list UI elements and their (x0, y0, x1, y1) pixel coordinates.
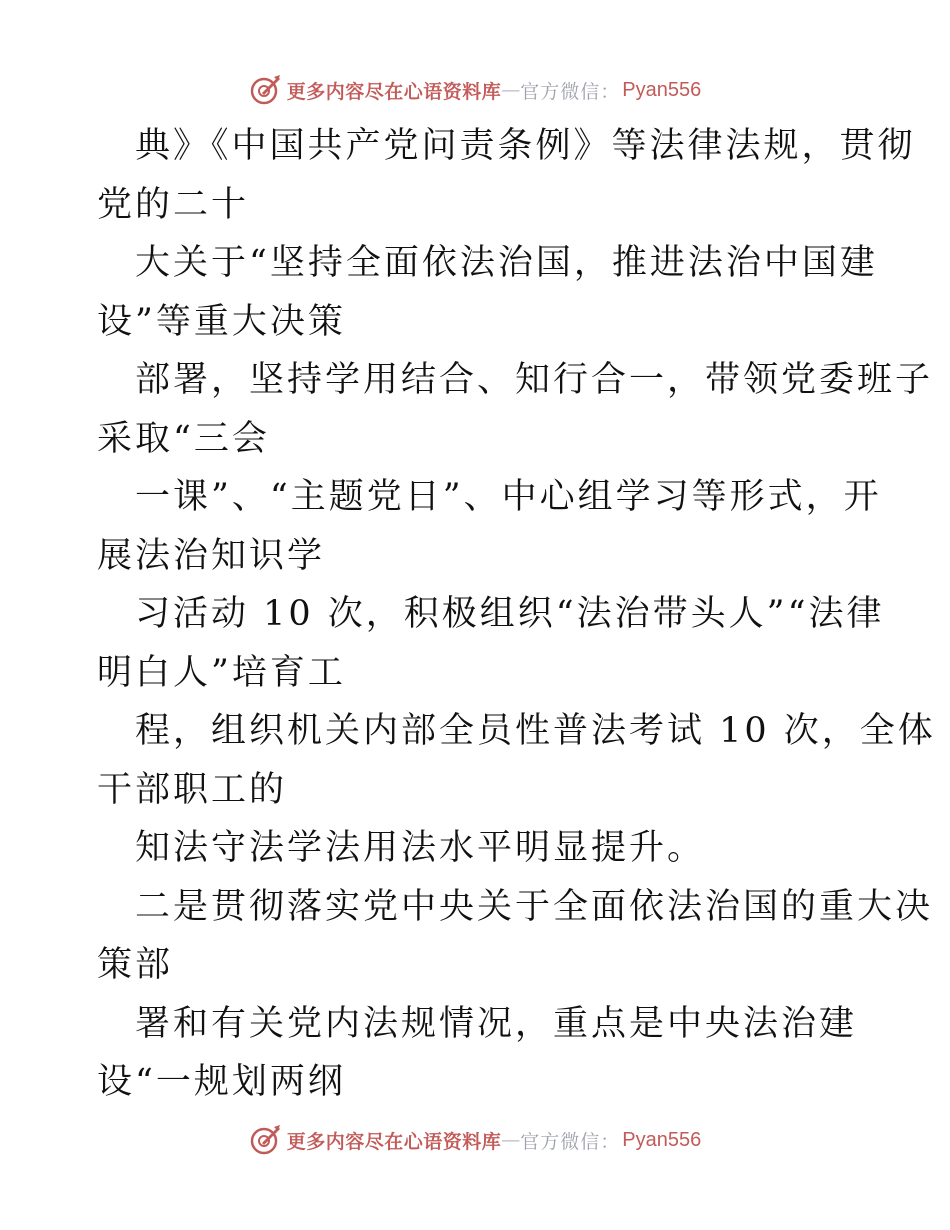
body-line: 一课”、“主题党日”、中心组学习等形式，开 (135, 477, 882, 517)
body-line: 部署，坚持学用结合、知行合一，带领党委班子 (135, 360, 934, 400)
footer-banner (0, 1120, 950, 1160)
body-line: 展法治知识学 (97, 535, 326, 576)
body-line: 采取“三会 (97, 418, 270, 459)
pen-logo-icon (249, 73, 283, 107)
body-line: 署和有关党内法规情况，重点是中央法治建 (135, 1003, 858, 1044)
body-line: 大关于“坚持全面依法治国，推进法治中国建 (135, 243, 878, 283)
banner-separator: — (501, 79, 521, 101)
banner-title: 更多内容尽在心语资料库 (286, 80, 502, 103)
body-line: 干部职工的 (97, 769, 288, 810)
document-body (97, 117, 936, 1112)
body-line: 设”等重大决策 (97, 301, 346, 342)
body-line: 习活动 10 次，积极组织“法治带头人”“法律 (135, 594, 885, 634)
body-line: 明白人”培育工 (97, 652, 346, 693)
body-line: 知法守法学法用法水平明显提升。 (135, 828, 706, 868)
body-line: 党的二十 (97, 184, 250, 225)
header-banner (0, 70, 950, 110)
banner-wechat-id: Pyan556 (622, 78, 702, 101)
body-line: 程，组织机关内部全员性普法考试 10 次，全体 (135, 711, 936, 751)
banner-separator: — (501, 1129, 521, 1151)
pen-logo-icon (249, 1123, 283, 1157)
banner-subtitle: 官方微信： (520, 80, 621, 103)
banner-title: 更多内容尽在心语资料库 (286, 1130, 502, 1153)
body-line: 策部 (97, 945, 174, 985)
body-line: 设“一规划两纲 (97, 1062, 346, 1102)
banner-subtitle: 官方微信： (520, 1130, 621, 1153)
body-line: 典》《中国共产党问责条例》等法律法规，贯彻 (135, 126, 916, 166)
body-line: 二是贯彻落实党中央关于全面依法治国的重大决 (135, 886, 934, 927)
banner-wechat-id: Pyan556 (622, 1128, 702, 1151)
